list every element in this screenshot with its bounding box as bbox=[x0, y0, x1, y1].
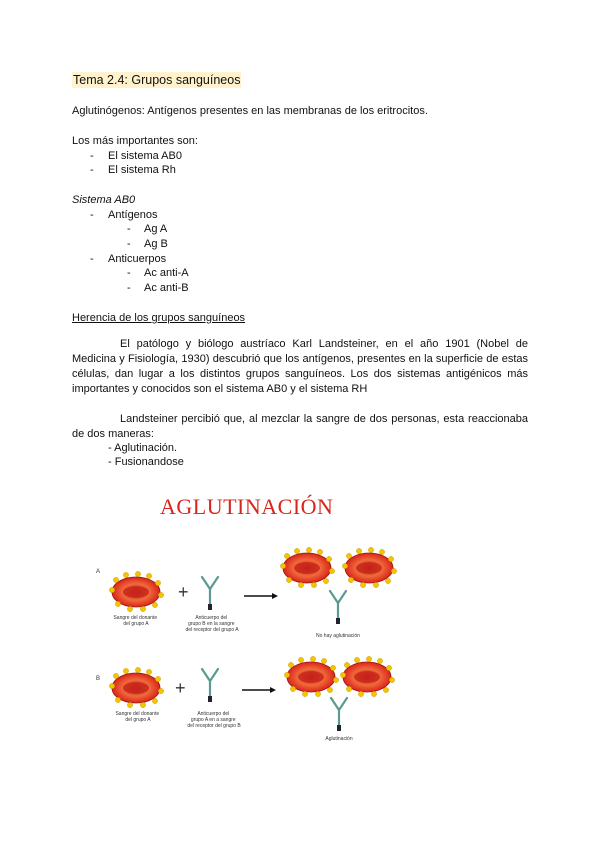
red-cell-icon bbox=[340, 656, 394, 696]
antibody-icon bbox=[331, 698, 347, 726]
row-a-result-caption: No hay aglutinación bbox=[316, 633, 360, 639]
red-cell-icon bbox=[342, 547, 396, 587]
row-a-letter: A bbox=[96, 569, 101, 575]
red-cell-icon bbox=[280, 547, 334, 587]
antigenos-label: Antígenos bbox=[108, 209, 158, 221]
bullet-dash: - bbox=[127, 267, 131, 279]
arrowhead-icon bbox=[270, 687, 276, 693]
antibody-base-icon bbox=[208, 696, 212, 702]
bullet-dash: - bbox=[127, 223, 131, 235]
arrowhead-icon bbox=[272, 593, 278, 599]
bullet-dash: - bbox=[90, 209, 94, 221]
bullet-dash: - bbox=[90, 164, 94, 176]
list-item: Ac anti-B bbox=[144, 282, 189, 294]
row-b-letter: B bbox=[96, 676, 101, 682]
antibody-base-icon bbox=[337, 725, 341, 731]
list-item: Ag A bbox=[144, 223, 168, 235]
row-b-result-caption: Aglutinación bbox=[325, 736, 353, 742]
sistema-ab0-heading: Sistema AB0 bbox=[72, 194, 136, 206]
row-a-donor-caption: Sangre del donante del grupo A bbox=[113, 615, 158, 627]
red-cell-icon bbox=[284, 656, 338, 696]
row-a-antibody-caption: Anticuerpo del grupo B en la sangre del receptor del grupo A bbox=[185, 615, 239, 633]
plus-icon: + bbox=[178, 582, 189, 602]
row-b-donor-caption: Sangre del donante del grupo A bbox=[115, 711, 160, 723]
page-title: Tema 2.4: Grupos sanguíneos bbox=[73, 73, 241, 87]
bullet-dash: - bbox=[90, 150, 94, 162]
antibody-base-icon bbox=[208, 604, 212, 610]
red-cell-icon bbox=[109, 571, 163, 611]
important-heading: Los más importantes son: bbox=[72, 135, 198, 147]
antibody-icon bbox=[202, 669, 218, 697]
antibody-base-icon bbox=[336, 618, 340, 624]
herencia-paragraph-2: Landsteiner percibió que, al mezclar la sangre de dos personas, esta reaccionaba de dos maneras: bbox=[72, 413, 528, 440]
bullet-dash: - bbox=[90, 253, 94, 265]
anticuerpos-label: Anticuerpos bbox=[108, 253, 167, 265]
list-item: El sistema AB0 bbox=[108, 150, 182, 162]
herencia-paragraph-1: El patólogo y biólogo austríaco Karl Landsteiner, en el año 1901 (Nobel de Medicina y Fisiología, 1930) descubrió que los antígenos, presentes en la superficie de estas células, dan lugar a los distintos grupos sanguíneos. Los dos sistemas antigénicos más importantes y conocidos son el sistema AB0 y el sistema RH bbox=[72, 338, 528, 395]
list-item: Ac anti-A bbox=[144, 267, 189, 279]
red-cell-icon bbox=[109, 667, 163, 707]
list-item: - Fusionandose bbox=[108, 456, 184, 468]
aglutinogenos-definition: Aglutinógenos: Antígenos presentes en las membranas de los eritrocitos. bbox=[72, 105, 428, 117]
list-item: El sistema Rh bbox=[108, 164, 176, 176]
antibody-icon bbox=[330, 591, 346, 619]
antibody-icon bbox=[202, 577, 218, 605]
list-item: - Aglutinación. bbox=[108, 442, 178, 454]
row-b-antibody-caption: Anticuerpo del grupo A en a sangre del receptor del grupo B bbox=[187, 711, 241, 729]
plus-icon: + bbox=[175, 678, 186, 698]
bullet-dash: - bbox=[127, 282, 131, 294]
figure-title: AGLUTINACIÓN bbox=[160, 494, 334, 519]
herencia-heading: Herencia de los grupos sanguíneos bbox=[72, 312, 246, 324]
bullet-dash: - bbox=[127, 238, 131, 250]
list-item: Ag B bbox=[144, 238, 168, 250]
